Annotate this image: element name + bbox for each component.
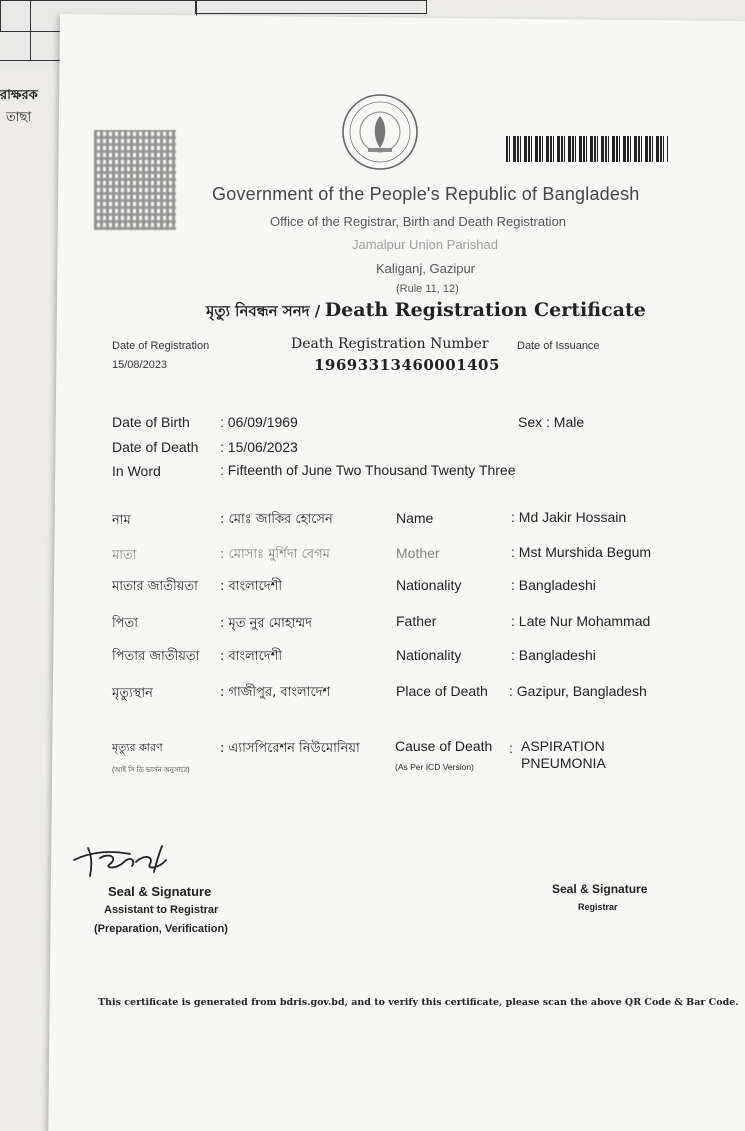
dod-label: Date of Death: [112, 439, 199, 455]
mother-bn-value: : মোসাঃ মুর্শিদা বেগম: [220, 547, 330, 562]
name-en-label: Name: [396, 510, 434, 526]
mother-nationality-en-value: : Bangladeshi: [511, 577, 596, 593]
registration-date-label: Date of Registration: [112, 340, 210, 352]
father-bn-value: : মৃত নুর মোহাম্মদ: [220, 616, 313, 631]
dob-value: : 06/09/1969: [220, 414, 298, 430]
handwritten-signature: [70, 842, 190, 882]
qr-code[interactable]: [94, 130, 176, 230]
mother-en-label: Mother: [396, 545, 440, 561]
place-of-death-en-label: Place of Death: [396, 683, 488, 699]
cause-bn-value: : এ্যাসপিরেশন নিউমোনিয়া: [220, 741, 360, 756]
mother-nationality-bn-value: : বাংলাদেশী: [220, 579, 283, 594]
cause-bn-label: মৃত্যুর কারণ: [112, 741, 163, 754]
registration-number-value: 19693313460001405: [314, 356, 500, 374]
mother-nationality-en-label: Nationality: [396, 577, 462, 593]
cause-en-sub: (As Per ICD Version): [395, 762, 474, 772]
underlying-text-1: রাক্ষরক: [0, 87, 38, 102]
place-of-death-bn-value: : গাজীপুর, বাংলাদেশ: [220, 685, 331, 700]
union-heading: Jamalpur Union Parishad: [352, 237, 498, 252]
dod-value: : 15/06/2023: [220, 439, 298, 455]
rule-reference: (Rule 11, 12): [396, 283, 459, 295]
left-seal-label: Seal & Signature: [108, 884, 212, 899]
certificate-title-bn: মৃত্যু নিবন্ধন সনদ /: [206, 302, 321, 320]
issuance-date-label: Date of Issuance: [517, 340, 600, 352]
government-seal-icon: [340, 92, 420, 172]
father-nationality-bn-value: : বাংলাদেশী: [220, 649, 283, 664]
footer-note: This certificate is generated from bdris.gov.bd, and to verify this certificate, please scan the above QR Code & Bar Code.: [98, 997, 739, 1008]
name-bn-value: : মোঃ জাকির হোসেন: [220, 512, 333, 527]
barcode[interactable]: [506, 136, 668, 162]
inword-label: In Word: [112, 463, 161, 479]
father-bn-label: পিতা: [112, 616, 139, 631]
underlying-text-2: তাছা: [6, 109, 32, 124]
certificate-title: [206, 299, 646, 325]
location-heading: Kaliganj, Gazipur: [376, 261, 475, 276]
cause-en-value-1: ASPIRATION: [521, 738, 605, 754]
mother-nationality-bn-label: মাতার জাতীয়তা: [112, 579, 198, 594]
father-en-label: Father: [396, 613, 437, 629]
cause-en-label: Cause of Death: [395, 738, 493, 754]
dob-label: Date of Birth: [112, 414, 190, 430]
registration-date-value: 15/08/2023: [112, 359, 168, 371]
sex-value: Sex : Male: [518, 414, 585, 430]
certificate-title-en: Death Registration Certificate: [324, 299, 646, 321]
father-nationality-en-value: : Bangladeshi: [511, 647, 596, 663]
place-of-death-en-value: : Gazipur, Bangladesh: [509, 683, 647, 699]
father-en-value: : Late Nur Mohammad: [511, 613, 651, 629]
inword-value: : Fifteenth of June Two Thousand Twenty Three: [220, 462, 516, 478]
mother-bn-label: মাতা: [112, 548, 137, 563]
office-heading: Office of the Registrar, Birth and Death Registration: [270, 214, 567, 229]
cause-en-value-2: PNEUMONIA: [521, 755, 606, 771]
registration-number-label: Death Registration Number: [291, 336, 489, 352]
name-en-value: : Md Jakir Hossain: [511, 509, 627, 525]
right-signer-role: Registrar: [578, 902, 618, 912]
father-nationality-en-label: Nationality: [396, 647, 462, 663]
mother-en-value: : Mst Murshida Begum: [511, 544, 652, 560]
cause-colon: :: [509, 740, 513, 756]
father-nationality-bn-label: পিতার জাতীয়তা: [112, 649, 200, 664]
left-signer-role: Assistant to Registrar: [104, 904, 219, 916]
right-seal-label: Seal & Signature: [552, 882, 648, 896]
cause-bn-sub: (আই সি ডি ভার্সন অনুসারে): [112, 767, 190, 774]
government-heading: Government of the People's Republic of Bangladesh: [212, 184, 640, 204]
left-signer-duty: (Preparation, Verification): [94, 923, 228, 935]
name-bn-label: নাম: [112, 513, 131, 528]
place-of-death-bn-label: মৃত্যুস্থান: [112, 686, 153, 701]
